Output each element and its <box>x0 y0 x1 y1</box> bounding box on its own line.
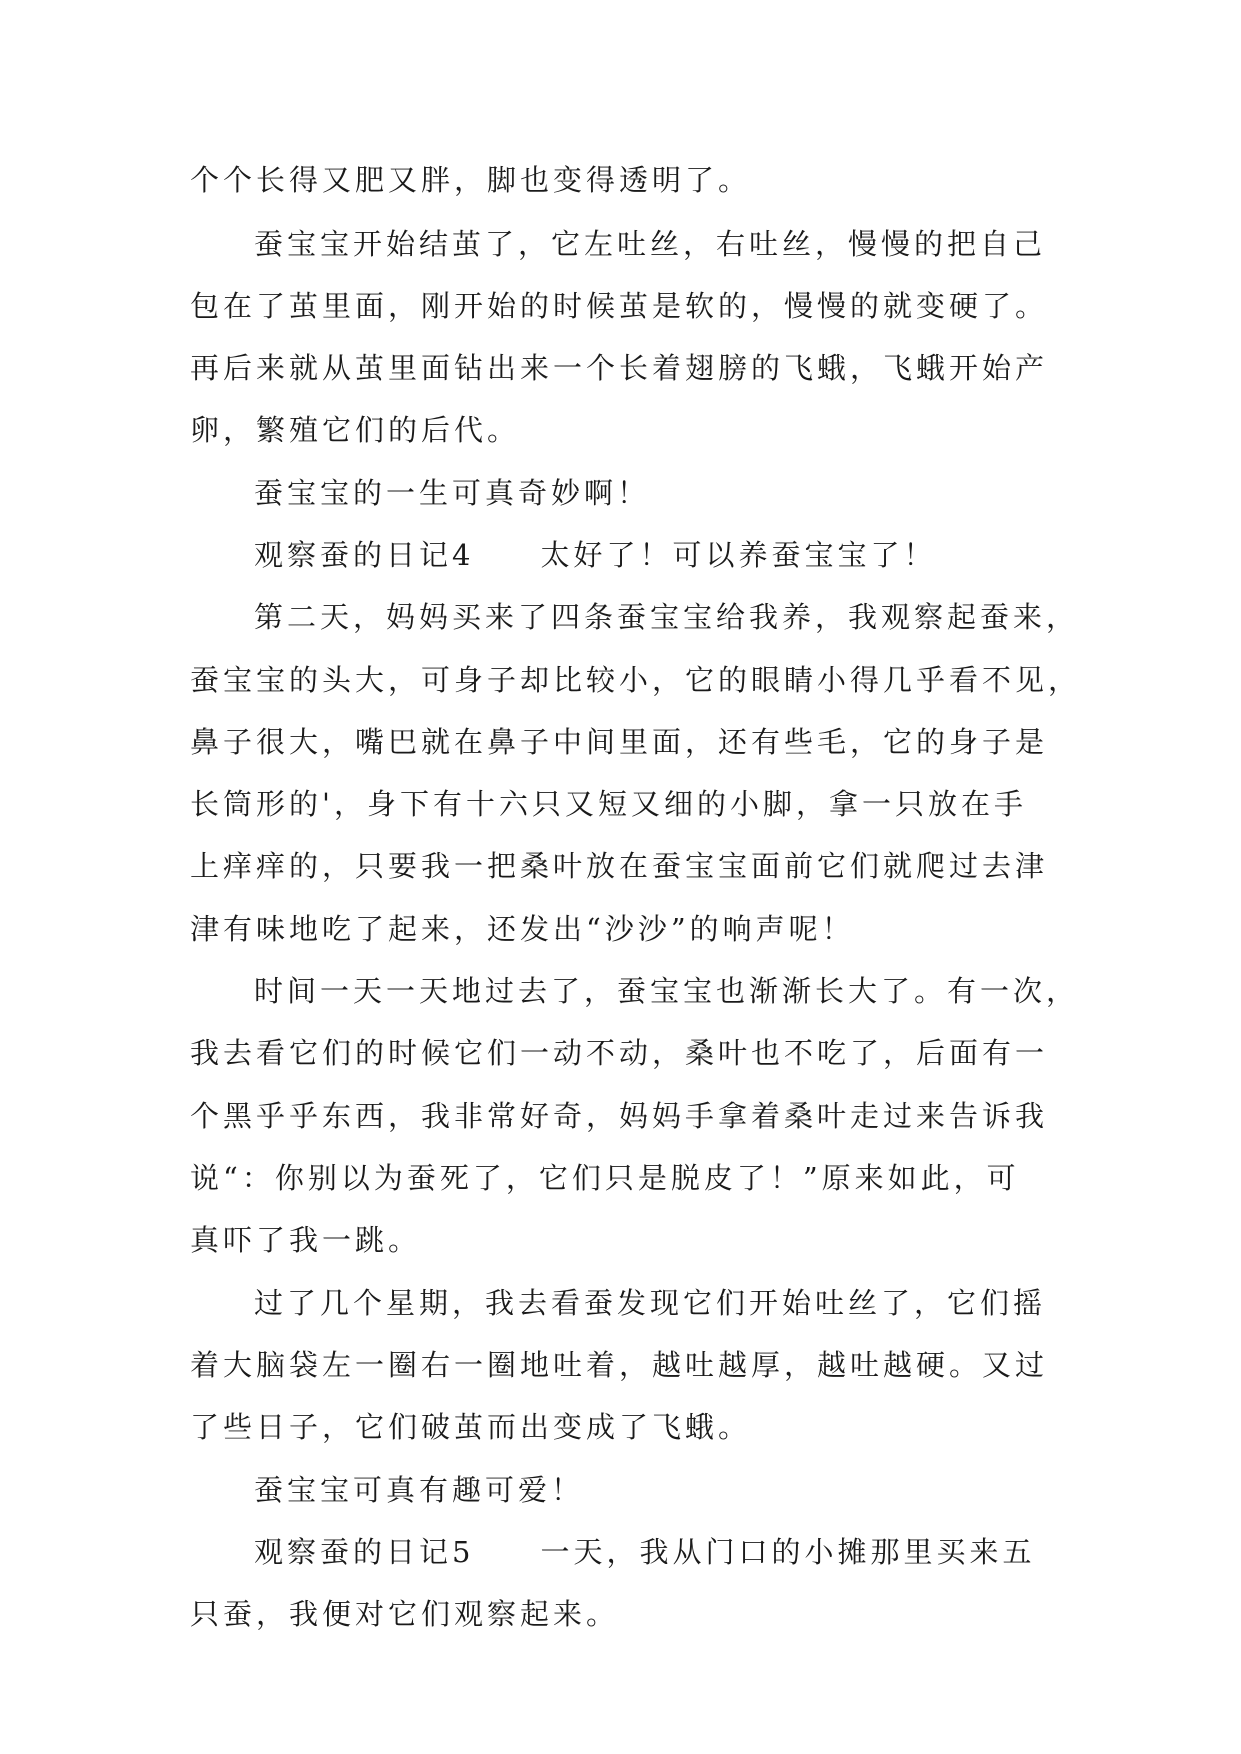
text-line-13: 津有味地吃了起来，还发出“沙沙”的响声呢！ <box>190 912 855 946</box>
text-line-12: 上痒痒的，只要我一把桑叶放在蚕宝宝面前它们就爬过去津 <box>190 849 1049 883</box>
text-line-15: 我去看它们的时候它们一动不动，桑叶也不吃了，后面有一 <box>190 1036 1049 1070</box>
text-line-2: 蚕宝宝开始结茧了，它左吐丝，右吐丝，慢慢的把自己 <box>254 227 1047 261</box>
text-line-24: 只蚕，我便对它们观察起来。 <box>190 1597 620 1631</box>
text-line-9: 蚕宝宝的头大，可身子却比较小，它的眼睛小得几乎看不见， <box>190 663 1082 697</box>
text-line-14: 时间一天一天地过去了，蚕宝宝也渐渐长大了。有一次， <box>254 974 1080 1008</box>
text-line-18: 真吓了我一跳。 <box>190 1223 422 1257</box>
text-line-16: 个黑乎乎东西，我非常好奇，妈妈手拿着桑叶走过来告诉我 <box>190 1099 1049 1133</box>
text-line-1: 个个长得又肥又胖，脚也变得透明了。 <box>190 163 752 197</box>
text-line-6: 蚕宝宝的一生可真奇妙啊！ <box>254 476 651 510</box>
text-line-5: 卵，繁殖它们的后代。 <box>190 413 521 447</box>
text-line-22: 蚕宝宝可真有趣可爱！ <box>254 1473 585 1507</box>
text-line-20: 着大脑袋左一圈右一圈地吐着，越吐越厚，越吐越硬。又过 <box>190 1348 1049 1382</box>
text-line-11: 长筒形的'，身下有十六只又短又细的小脚，拿一只放在手 <box>190 787 1027 821</box>
text-line-4: 再后来就从茧里面钻出来一个长着翅膀的飞蛾，飞蛾开始产 <box>190 351 1049 385</box>
text-line-3: 包在了茧里面，刚开始的时候茧是软的，慢慢的就变硬了。 <box>190 289 1049 323</box>
text-line-19: 过了几个星期，我去看蚕发现它们开始吐丝了，它们摇 <box>254 1286 1047 1320</box>
text-line-10: 鼻子很大，嘴巴就在鼻子中间里面，还有些毛，它的身子是 <box>190 725 1049 759</box>
text-line-17: 说“：你别以为蚕死了，它们只是脱皮了！”原来如此，可 <box>190 1161 1020 1195</box>
text-line-21: 了些日子，它们破茧而出变成了飞蛾。 <box>190 1410 752 1444</box>
text-line-23: 观察蚕的日记5 一天，我从门口的小摊那里买来五 <box>254 1535 1036 1569</box>
text-line-8: 第二天，妈妈买来了四条蚕宝宝给我养，我观察起蚕来， <box>254 600 1080 634</box>
text-line-7: 观察蚕的日记4 太好了！可以养蚕宝宝了！ <box>254 538 937 572</box>
